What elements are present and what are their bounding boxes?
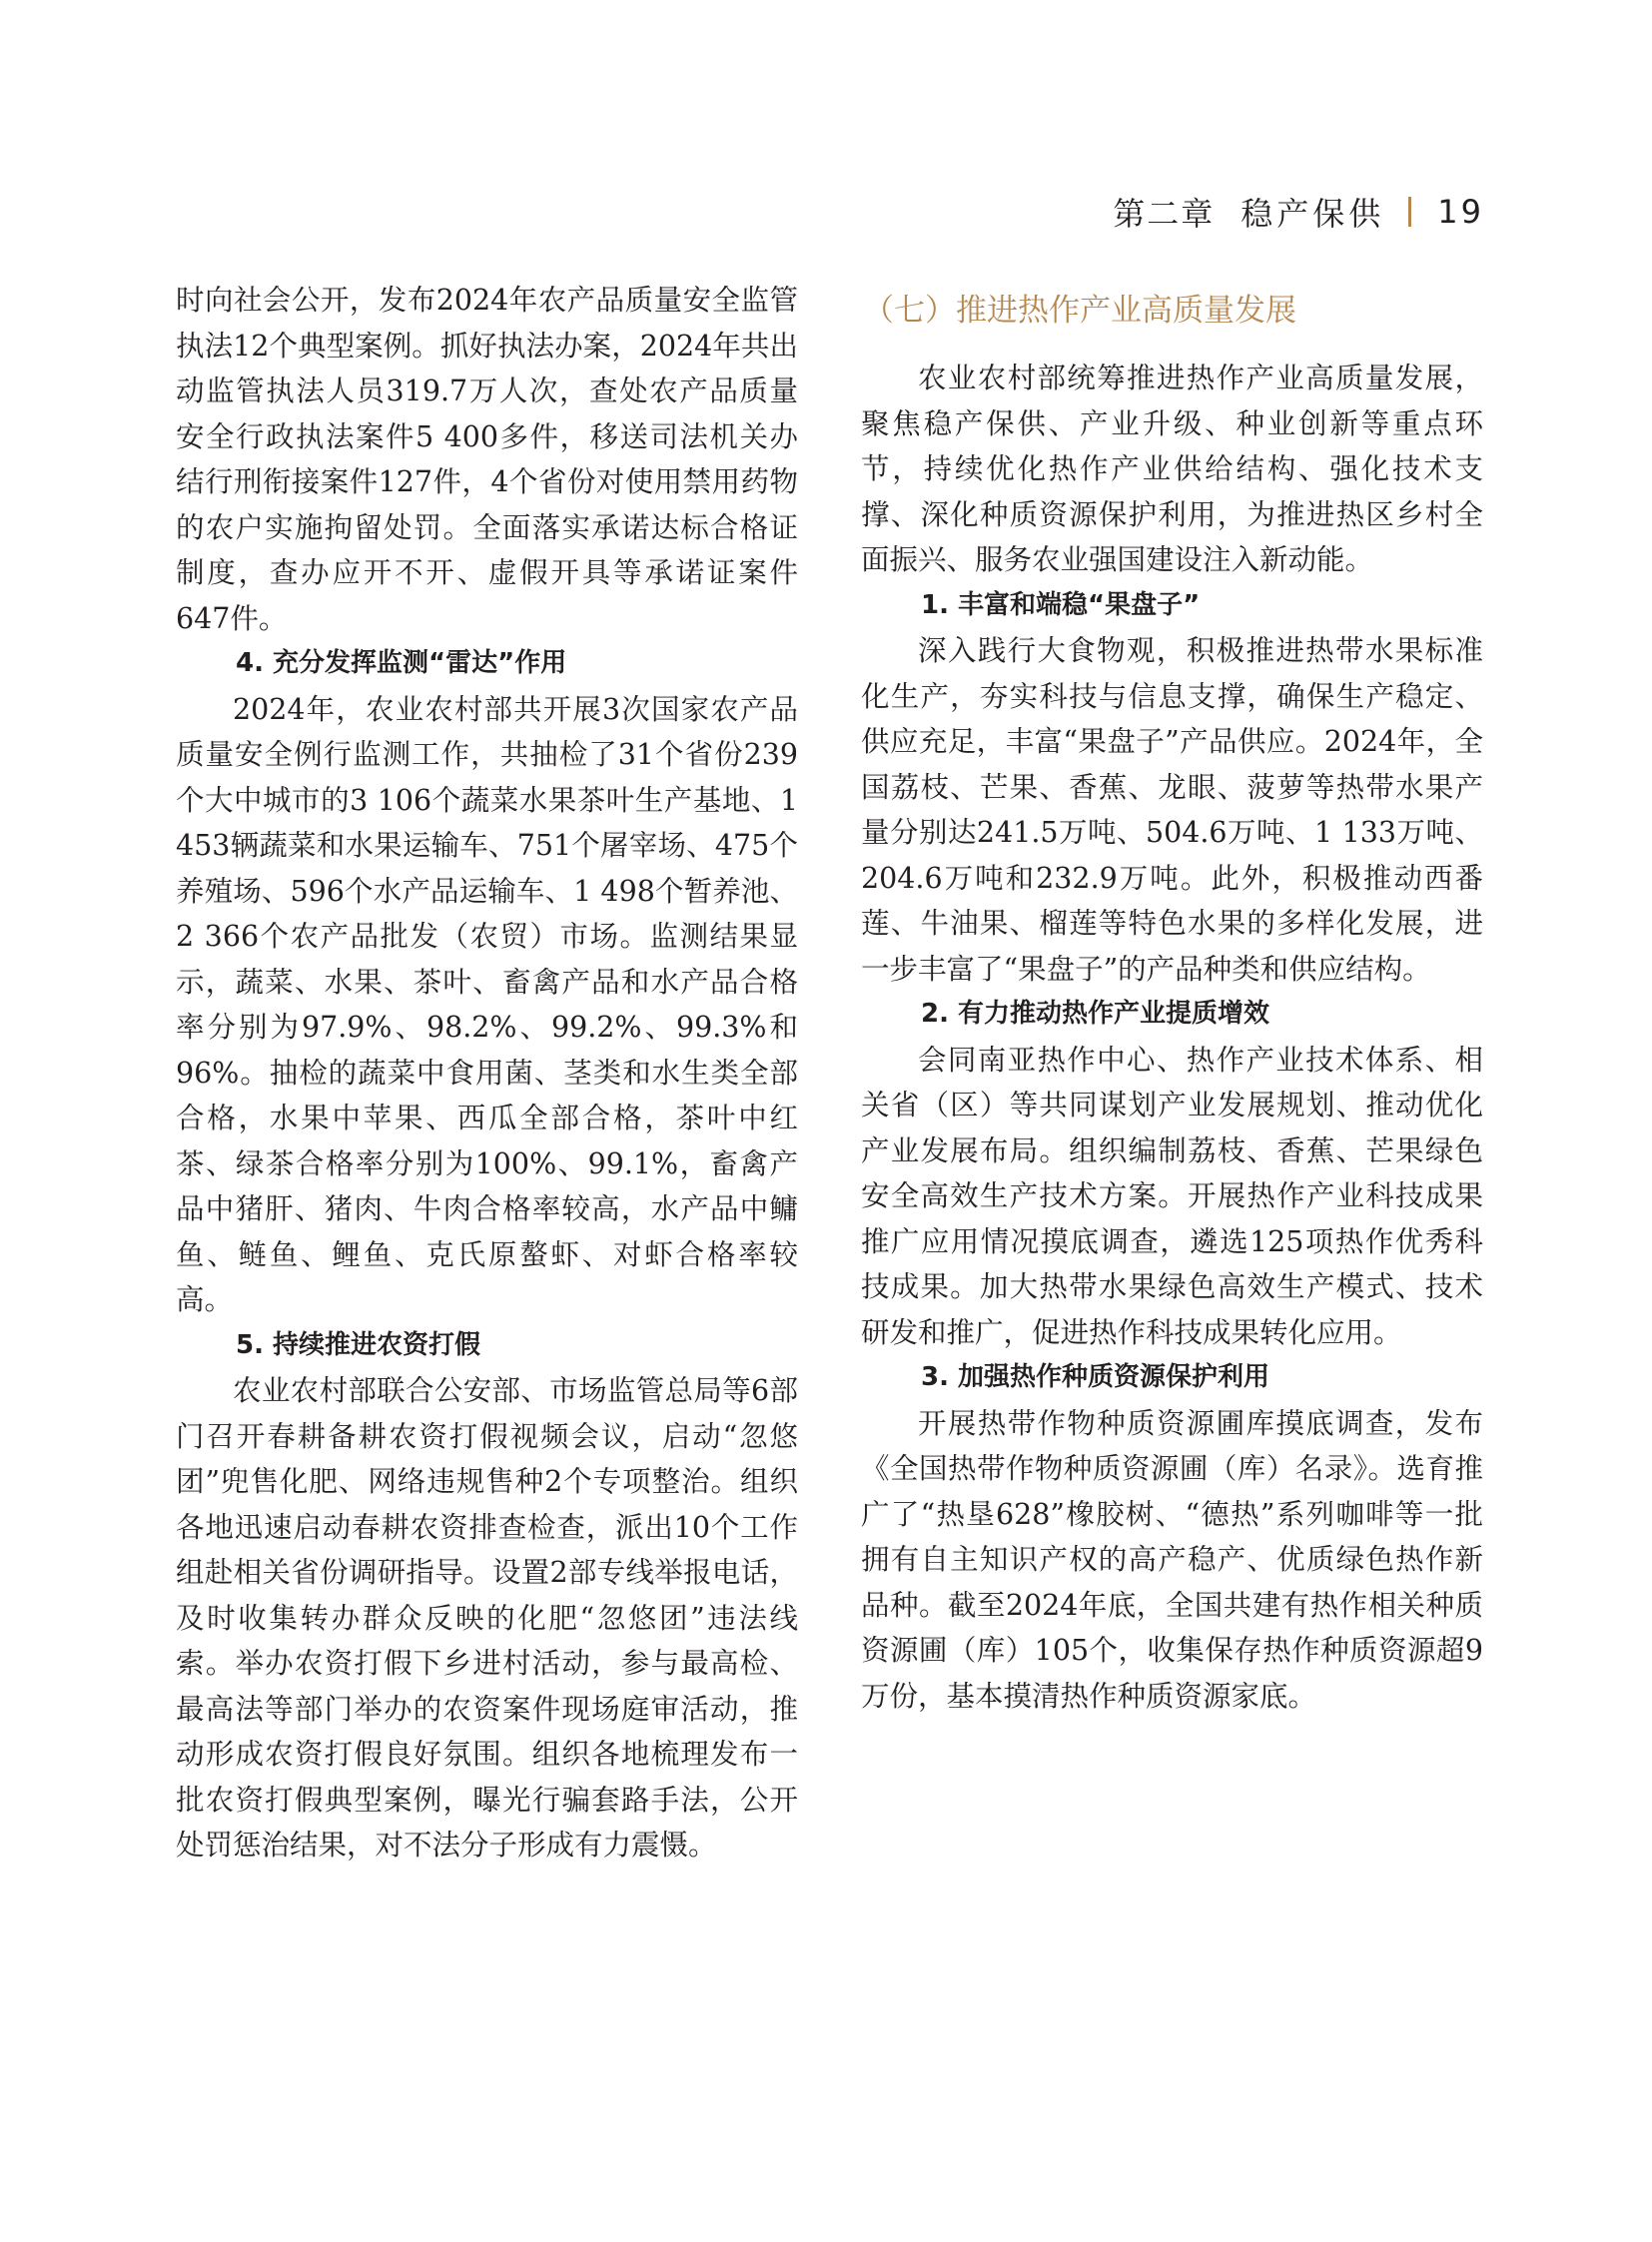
paragraph-anti-counterfeit: 农业农村部联合公安部、市场监管总局等6部门召开春耕备耕农资打假视频会议，启动“忽悠团”兜售化肥、网络违规售种2个专项整治。组织各地迅速启动春耕农资排查检查，派出10个工作组赴相关省份调研指导。设置2部专线举报电话，及时收集转办群众反映的化肥“忽悠团”违法线索。举办农资打假下乡进村活动，参与最高检、最高法等部门举办的农资案件现场庭审活动，推动形成农资打假良好氛围。组织各地梳理发布一批农资打假典型案例，曝光行骗套路手法，公开处罚惩治结果，对不法分子形成有力震慑。 xyxy=(176,1374,798,1862)
section-title: （七）推进热作产业高质量发展 xyxy=(863,293,1296,329)
page-number: 19 xyxy=(1437,193,1484,231)
subheading-monitoring-radar: 4. 充分发挥监测“雷达”作用 xyxy=(236,648,567,678)
paragraph-germplasm: 开展热带作物种质资源圃库摸底调查，发布《全国热带作物种质资源圃（库）名录》。选育推广了“热垦628”橡胶树、“德热”系列咖啡等一批拥有自主知识产权的高产稳产、优质绿色热作新品种。截至2024年底，全国共建有热作相关种质资源圃（库）105个，收集保存热作种质资源超9万份，基本摸清热作种质资源家底。 xyxy=(861,1406,1483,1713)
subheading-germplasm: 3. 加强热作种质资源保护利用 xyxy=(921,1362,1270,1392)
paragraph-monitoring: 2024年，农业农村部共开展3次国家农产品质量安全例行监测工作，共抽检了31个省份239个大中城市的3 106个蔬菜水果茶叶生产基地、1 453辆蔬菜和水果运输车、751个屠宰场、475个养殖场、596个水产品运输车、1 498个暂养池、2 366个农产品批发（农贸）市场。监测结果显示，蔬菜、水果、茶叶、畜禽产品和水产品合格率分别为97.9%、98.2%、99.2%、99.3%和96%。抽检的蔬菜中食用菌、茎类和水生类全部合格，水果中苹果、西瓜全部合格，茶叶中红茶、绿茶合格率分别为100%、99.1%，畜禽产品中猪肝、猪肉、牛肉合格率较高，水产品中鳙鱼、鲢鱼、鲤鱼、克氏原螯虾、对虾合格率较高。 xyxy=(176,692,798,1316)
subheading-anti-counterfeit: 5. 持续推进农资打假 xyxy=(236,1329,481,1360)
left-column xyxy=(176,278,798,2105)
paragraph-intro: 农业农村部统筹推进热作产业高质量发展，聚焦稳产保供、产业升级、种业创新等重点环节，持续优化热作产业供给结构、强化技术支撑、深化种质资源保护利用，为推进热区乡村全面振兴、服务农业强国建设注入新动能。 xyxy=(861,362,1483,576)
chapter-title: 稳产保供 xyxy=(1240,195,1385,233)
subheading-fruit-plate: 1. 丰富和端稳“果盘子” xyxy=(921,589,1201,620)
header-separator xyxy=(1408,197,1411,227)
paragraph-fruit-plate: 深入践行大食物观，积极推进热带水果标准化生产，夯实科技与信息支撑，确保生产稳定、供应充足，丰富“果盘子”产品供应。2024年，全国荔枝、芒果、香蕉、龙眼、菠萝等热带水果产量分别达241.5万吨、504.6万吨、1 133万吨、204.6万吨和232.9万吨。此外，积极推动西番莲、牛油果、榴莲等特色水果的多样化发展，进一步丰富了“果盘子”的产品种类和供应结构。 xyxy=(861,634,1483,986)
paragraph-enforcement: 时向社会公开，发布2024年农产品质量安全监管执法12个典型案例。抓好执法办案，2024年共出动监管执法人员319.7万人次，查处农产品质量安全行政执法案件5 400多件，移送司法机关办结行刑衔接案件127件，4个省份对使用禁用药物的农户实施拘留处罚。全面落实承诺达标合格证制度，查办应开不开、虚假开具等承诺证案件647件。 xyxy=(176,284,798,635)
running-header xyxy=(1113,192,1484,232)
chapter-label: 第二章 xyxy=(1113,195,1216,233)
right-column xyxy=(861,278,1483,2105)
paragraph-quality-efficiency: 会同南亚热作中心、热作产业技术体系、相关省（区）等共同谋划产业发展规划、推动优化产业发展布局。组织编制荔枝、香蕉、芒果绿色安全高效生产技术方案。开展热作产业科技成果推广应用情况摸底调查，遴选125项热作优秀科技成果。加大热带水果绿色高效生产模式、技术研发和推广，促进热作科技成果转化应用。 xyxy=(861,1043,1483,1349)
subheading-quality-efficiency: 2. 有力推动热作产业提质增效 xyxy=(921,999,1270,1029)
